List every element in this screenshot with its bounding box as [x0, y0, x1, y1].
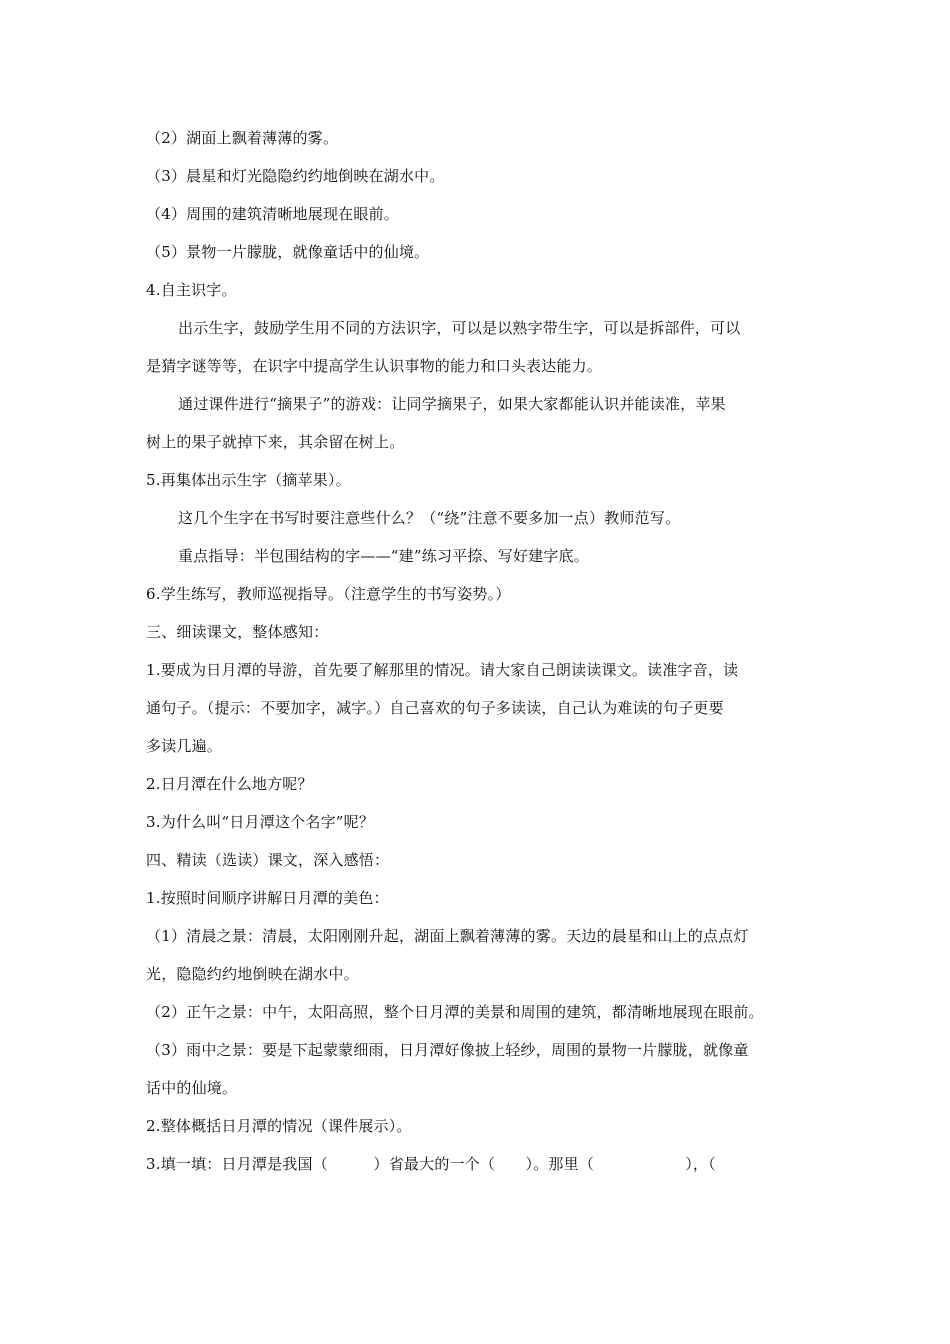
paragraph-line: （2）正午之景：中午，太阳高照，整个日月潭的美景和周围的建筑，都清晰地展现在眼前。 [146, 1003, 764, 1021]
paragraph-line: 1.按照时间顺序讲解日月潭的美色： [146, 889, 389, 907]
paragraph-line: 话中的仙境。 [146, 1079, 238, 1097]
paragraph-line: （3）雨中之景：要是下起蒙蒙细雨，日月潭好像披上轻纱，周围的景物一片朦胧，就像童 [146, 1041, 749, 1059]
text-line: （4）周围的建筑清晰地展现在眼前。 [146, 205, 399, 223]
section-heading: 三、细读课文，整体感知： [146, 623, 329, 641]
paragraph-line: （1）清晨之景：清晨，太阳刚刚升起，湖面上飘着薄薄的雾。天边的晨星和山上的点点灯 [146, 927, 749, 945]
text-line: （5）景物一片朦胧，就像童话中的仙境。 [146, 243, 430, 261]
paragraph-line: 多读几遍。 [146, 737, 223, 755]
section-heading: 4.自主识字。 [146, 281, 237, 299]
paragraph-line: 通句子。（提示：不要加字，减字。）自己喜欢的句子多读读，自己认为难读的句子更要 [146, 699, 724, 717]
paragraph-line: 2.整体概括日月潭的情况（课件展示）。 [146, 1117, 412, 1135]
text-line: （3）晨星和灯光隐隐约约地倒映在湖水中。 [146, 167, 445, 185]
section-heading: 6.学生练写，教师巡视指导。（注意学生的书写姿势。） [146, 585, 511, 603]
section-heading: 四、精读（选读）课文，深入感悟： [146, 851, 390, 869]
paragraph-line: 2.日月潭在什么地方呢？ [146, 775, 313, 793]
paragraph-line: 1.要成为日月潭的导游，首先要了解那里的情况。请大家自己朗读读课文。读准字音，读 [146, 661, 739, 679]
paragraph-line: 3.填一填：日月潭是我国（ ）省最大的一个（ ）。那里（ ），（ [146, 1155, 716, 1173]
section-heading: 5.再集体出示生字（摘苹果）。 [146, 471, 351, 489]
paragraph-line: 重点指导：半包围结构的字——“建”练习平捺、写好建字底。 [178, 547, 589, 565]
paragraph-line: 是猜字谜等等，在识字中提高学生认识事物的能力和口头表达能力。 [146, 357, 603, 375]
paragraph-line: 通过课件进行“摘果子”的游戏：让同学摘果子，如果大家都能认识并能读准，苹果 [178, 395, 726, 413]
paragraph-line: 树上的果子就掉下来，其余留在树上。 [146, 433, 405, 451]
paragraph-line: 这几个生字在书写时要注意些什么？（“绕”注意不要多加一点）教师范写。 [178, 509, 681, 527]
text-line: （2）湖面上飘着薄薄的雾。 [146, 129, 339, 147]
paragraph-line: 出示生字，鼓励学生用不同的方法识字，可以是以熟字带生字，可以是拆部件，可以 [178, 319, 741, 337]
paragraph-line: 3.为什么叫“日月潭这个名字”呢？ [146, 813, 375, 831]
paragraph-line: 光，隐隐约约地倒映在湖水中。 [146, 965, 359, 983]
